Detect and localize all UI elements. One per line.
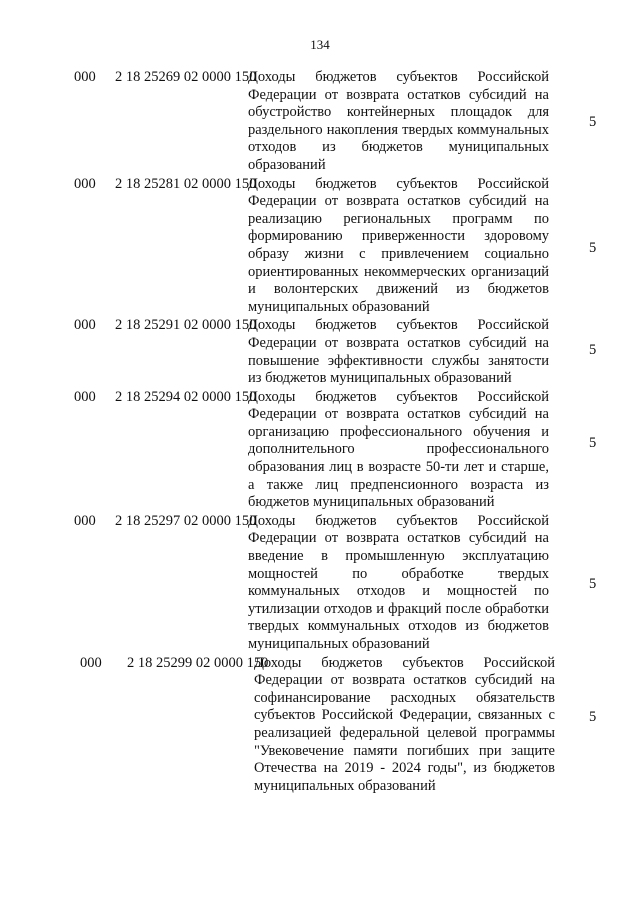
admin-code: 000 xyxy=(74,388,96,405)
norm-value: 5 xyxy=(589,114,597,130)
table-row xyxy=(0,69,640,175)
budget-classification-code: 2 18 25297 02 0000 150 xyxy=(115,512,257,529)
admin-code: 000 xyxy=(74,317,96,334)
budget-classification-code: 2 18 25281 02 0000 150 xyxy=(115,175,257,192)
budget-code-table xyxy=(0,69,640,796)
budget-classification-code: 2 18 25294 02 0000 150 xyxy=(115,388,257,405)
table-row xyxy=(0,655,640,796)
norm-value: 5 xyxy=(589,239,597,256)
income-description: Доходы бюджетов субъектов Российской Федерации от возврата остатков субсидий на повышение эффективности службы занятости из бюджетов муниципальных образований xyxy=(248,317,549,387)
norm-value: 5 xyxy=(589,342,597,359)
budget-classification-code: 2 18 25299 02 0000 150 xyxy=(127,654,269,671)
income-description: Доходы бюджетов субъектов Российской Федерации от возврата остатков субсидий на софинансирование расходных обязательств субъектов Российской Федерации, связанных с реализацией федеральной целевой программы "Увековечение памяти погибших при защите Отечества на 2019 - 2024 годы", из бюджетов муниципальных образований xyxy=(254,654,555,794)
table-row xyxy=(0,317,640,387)
admin-code: 000 xyxy=(80,654,102,671)
income-description: Доходы бюджетов субъектов Российской Федерации от возврата остатков субсидий на организацию профессионального обучения и дополнительного профессионального образования лиц в возрасте 50-ти лет и старше, а также лиц предпенсионного возраста из бюджетов муниципальных образований xyxy=(248,388,549,511)
norm-value: 5 xyxy=(589,708,597,725)
budget-classification-code: 2 18 25291 02 0000 150 xyxy=(115,317,257,334)
table-row xyxy=(0,389,640,512)
income-description: Доходы бюджетов субъектов Российской Федерации от возврата остатков субсидий на реализацию региональных программ по формированию приверженности здоровому образу жизни с привлечением социально ориентированных некоммерческих организаций и волонтерских движений из бюджетов муниципальных образований xyxy=(248,175,549,315)
admin-code: 000 xyxy=(74,69,96,85)
table-row xyxy=(0,176,640,317)
budget-classification-code: 2 18 25269 02 0000 150 xyxy=(115,69,257,85)
income-description: Доходы бюджетов субъектов Российской Федерации от возврата остатков субсидий на обустройство контейнерных площадок для раздельного накопления твердых коммунальных отходов из бюджетов муниципальных образований xyxy=(248,69,549,173)
norm-value: 5 xyxy=(589,575,597,592)
table-row xyxy=(0,513,640,654)
income-description: Доходы бюджетов субъектов Российской Федерации от возврата остатков субсидий на введение в промышленную эксплуатацию мощностей по обработке твердых коммунальных отходов и мощностей по утилизации отходов и фракций после обработки твердых коммунальных отходов из бюджетов муниципальных образований xyxy=(248,512,549,652)
admin-code: 000 xyxy=(74,512,96,529)
page-number: 134 xyxy=(310,37,330,52)
norm-value: 5 xyxy=(589,434,597,451)
admin-code: 000 xyxy=(74,175,96,192)
